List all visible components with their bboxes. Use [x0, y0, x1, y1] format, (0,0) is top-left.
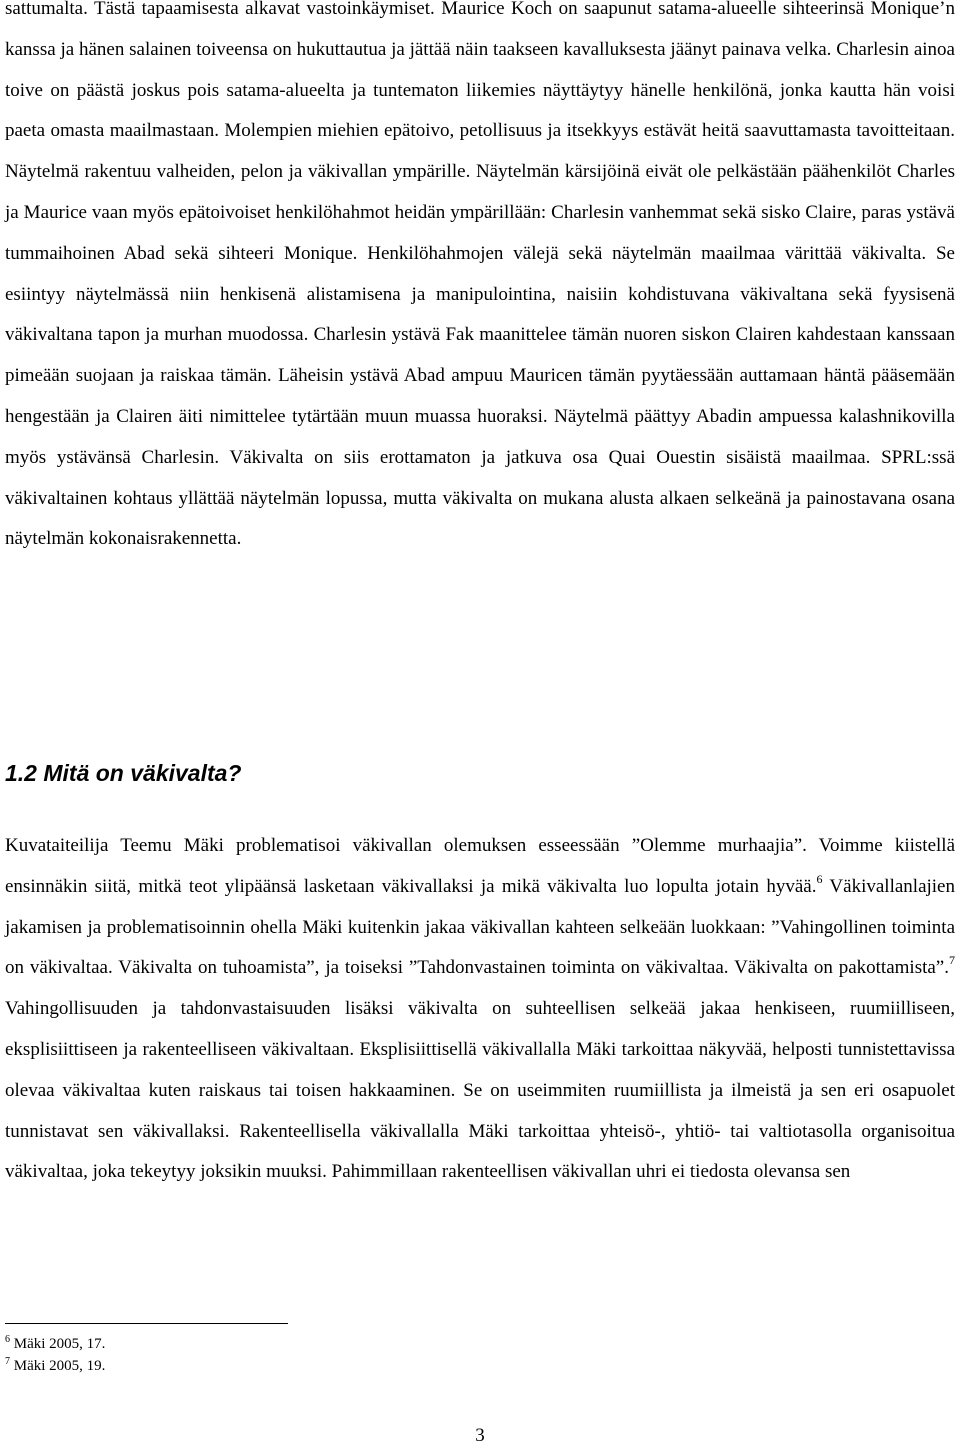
body-paragraph-1: sattumalta. Tästä tapaamisesta alkavat vastoinkäymiset. Maurice Koch on saapunut satama-alueelle sihteerinsä Monique’n kanssa ja hänen salainen toiveensa on hukuttautua ja jättää näin taakseen kavalluksesta jäänyt painava velka. Charlesin ainoa toive on päästä joskus pois satama-alueelta ja tuntematon liikemies näyttäytyy hänelle henkilönä, jonka kautta hän voisi paeta omasta maailmastaan. Molempien miehien epätoivo, petollisuus ja itsekkyys estävät heitä saavuttamasta tavoitteitaan. Näytelmä rakentuu valheiden, pelon ja väkivallan ympärille. Näytelmän kärsijöinä eivät ole pelkästään päähenkilöt Charles ja Maurice vaan myös epätoivoiset henkilöhahmot heidän ympärillään: Charlesin vanhemmat sekä sisko Claire, paras ystävä tummaihoinen Abad sekä sihteeri Monique. Henkilöhahmojen välejä sekä näytelmän maailmaa värittää väkivalta. Se esiintyy näytelmässä niin henkisenä alistamisena ja manipulointina, naisiin kohdistuvana väkivaltana sekä fyysisenä väkivaltana tapon ja murhan muodossa. Charlesin ystävä Fak maanittelee tämän nuoren siskon Clairen kahdestaan kanssaan pimeään suojaan ja raiskaa tämän. Läheisin ystävä Abad ampuu Mauricen tämän pyytäessään auttamaan häntä pääsemään hengestään ja Clairen äiti nimittelee tytärtään muun muassa huoraksi. Näytelmä päättyy Abadin ampuessa kalashnikovilla myös ystävänsä Charlesin. Väkivalta on siis erottamaton ja jatkuva osa Quai Ouestin sisäistä maailmaa. SPRL:ssä väkivaltainen kohtaus yllättää näytelmän lopussa, mutta väkivalta on mukana alusta alkaen selkeänä ja painostavana osana näytelmän kokonaisrakennetta.: [5, 0, 955, 550]
body-paragraph-2: [5, 826, 955, 1193]
footnote-reference-7: 7: [949, 953, 955, 968]
footnote-separator: [5, 1323, 288, 1324]
footnote-number: 6: [5, 1334, 10, 1345]
paragraph-text-segment: Kuvataiteilija Teemu Mäki problematisoi väkivallan olemuksen esseessään ”Olemme murhaajia”. Voimme kiistellä ensinnäkin siitä, mitkä teot ylipäänsä lasketaan väkivallaksi ja mikä väkivalta luo lopulta jotain hyvää.: [5, 835, 955, 897]
paragraph-text-segment: Vahingollisuuden ja tahdonvastaisuuden lisäksi väkivalta on suhteellisen selkeää jakaa henkiseen, ruumiilliseen, eksplisiittiseen ja rakenteelliseen väkivaltaan. Eksplisiittisellä väkivallalla Mäki tarkoittaa näkyvää, helposti tunnistettavissa olevaa väkivaltaa kuten raiskaus tai toisen hakkaaminen. Se on useimmiten ruumiillista ja ilmeistä ja sen eri osapuolet tunnistavat sen väkivallaksi. Rakenteellisella väkivallalla Mäki tarkoittaa yhteisö-, yhtiö- tai valtiotasolla organisoitua väkivaltaa, joka tekeytyy joksikin muuksi. Pahimmillaan rakenteellisen väkivallan uhri ei tiedosta olevansa sen: [5, 998, 955, 1183]
footnote-text: Mäki 2005, 17.: [10, 1336, 106, 1352]
section-heading: 1.2 Mitä on väkivalta?: [5, 760, 242, 786]
footnote: [5, 1355, 405, 1377]
footnote: [5, 1333, 405, 1355]
paragraph-text-segment: Väkivallanlajien jakamisen ja problematisoinnin ohella Mäki kuitenkin jakaa väkivallan kahteen selkeään luokkaan: ”Vahingollinen toiminta on väkivaltaa. Väkivalta on tuhoamista”, ja toiseksi ”Tahdonvastainen toiminta on väkivaltaa. Väkivalta on pakottamista”.: [5, 875, 955, 979]
footnote-number: 7: [5, 1356, 10, 1367]
footnotes: [5, 1333, 405, 1377]
footnote-reference-6: 6: [816, 871, 823, 886]
page-number: 3: [475, 1425, 485, 1446]
footnote-text: Mäki 2005, 19.: [10, 1358, 106, 1374]
